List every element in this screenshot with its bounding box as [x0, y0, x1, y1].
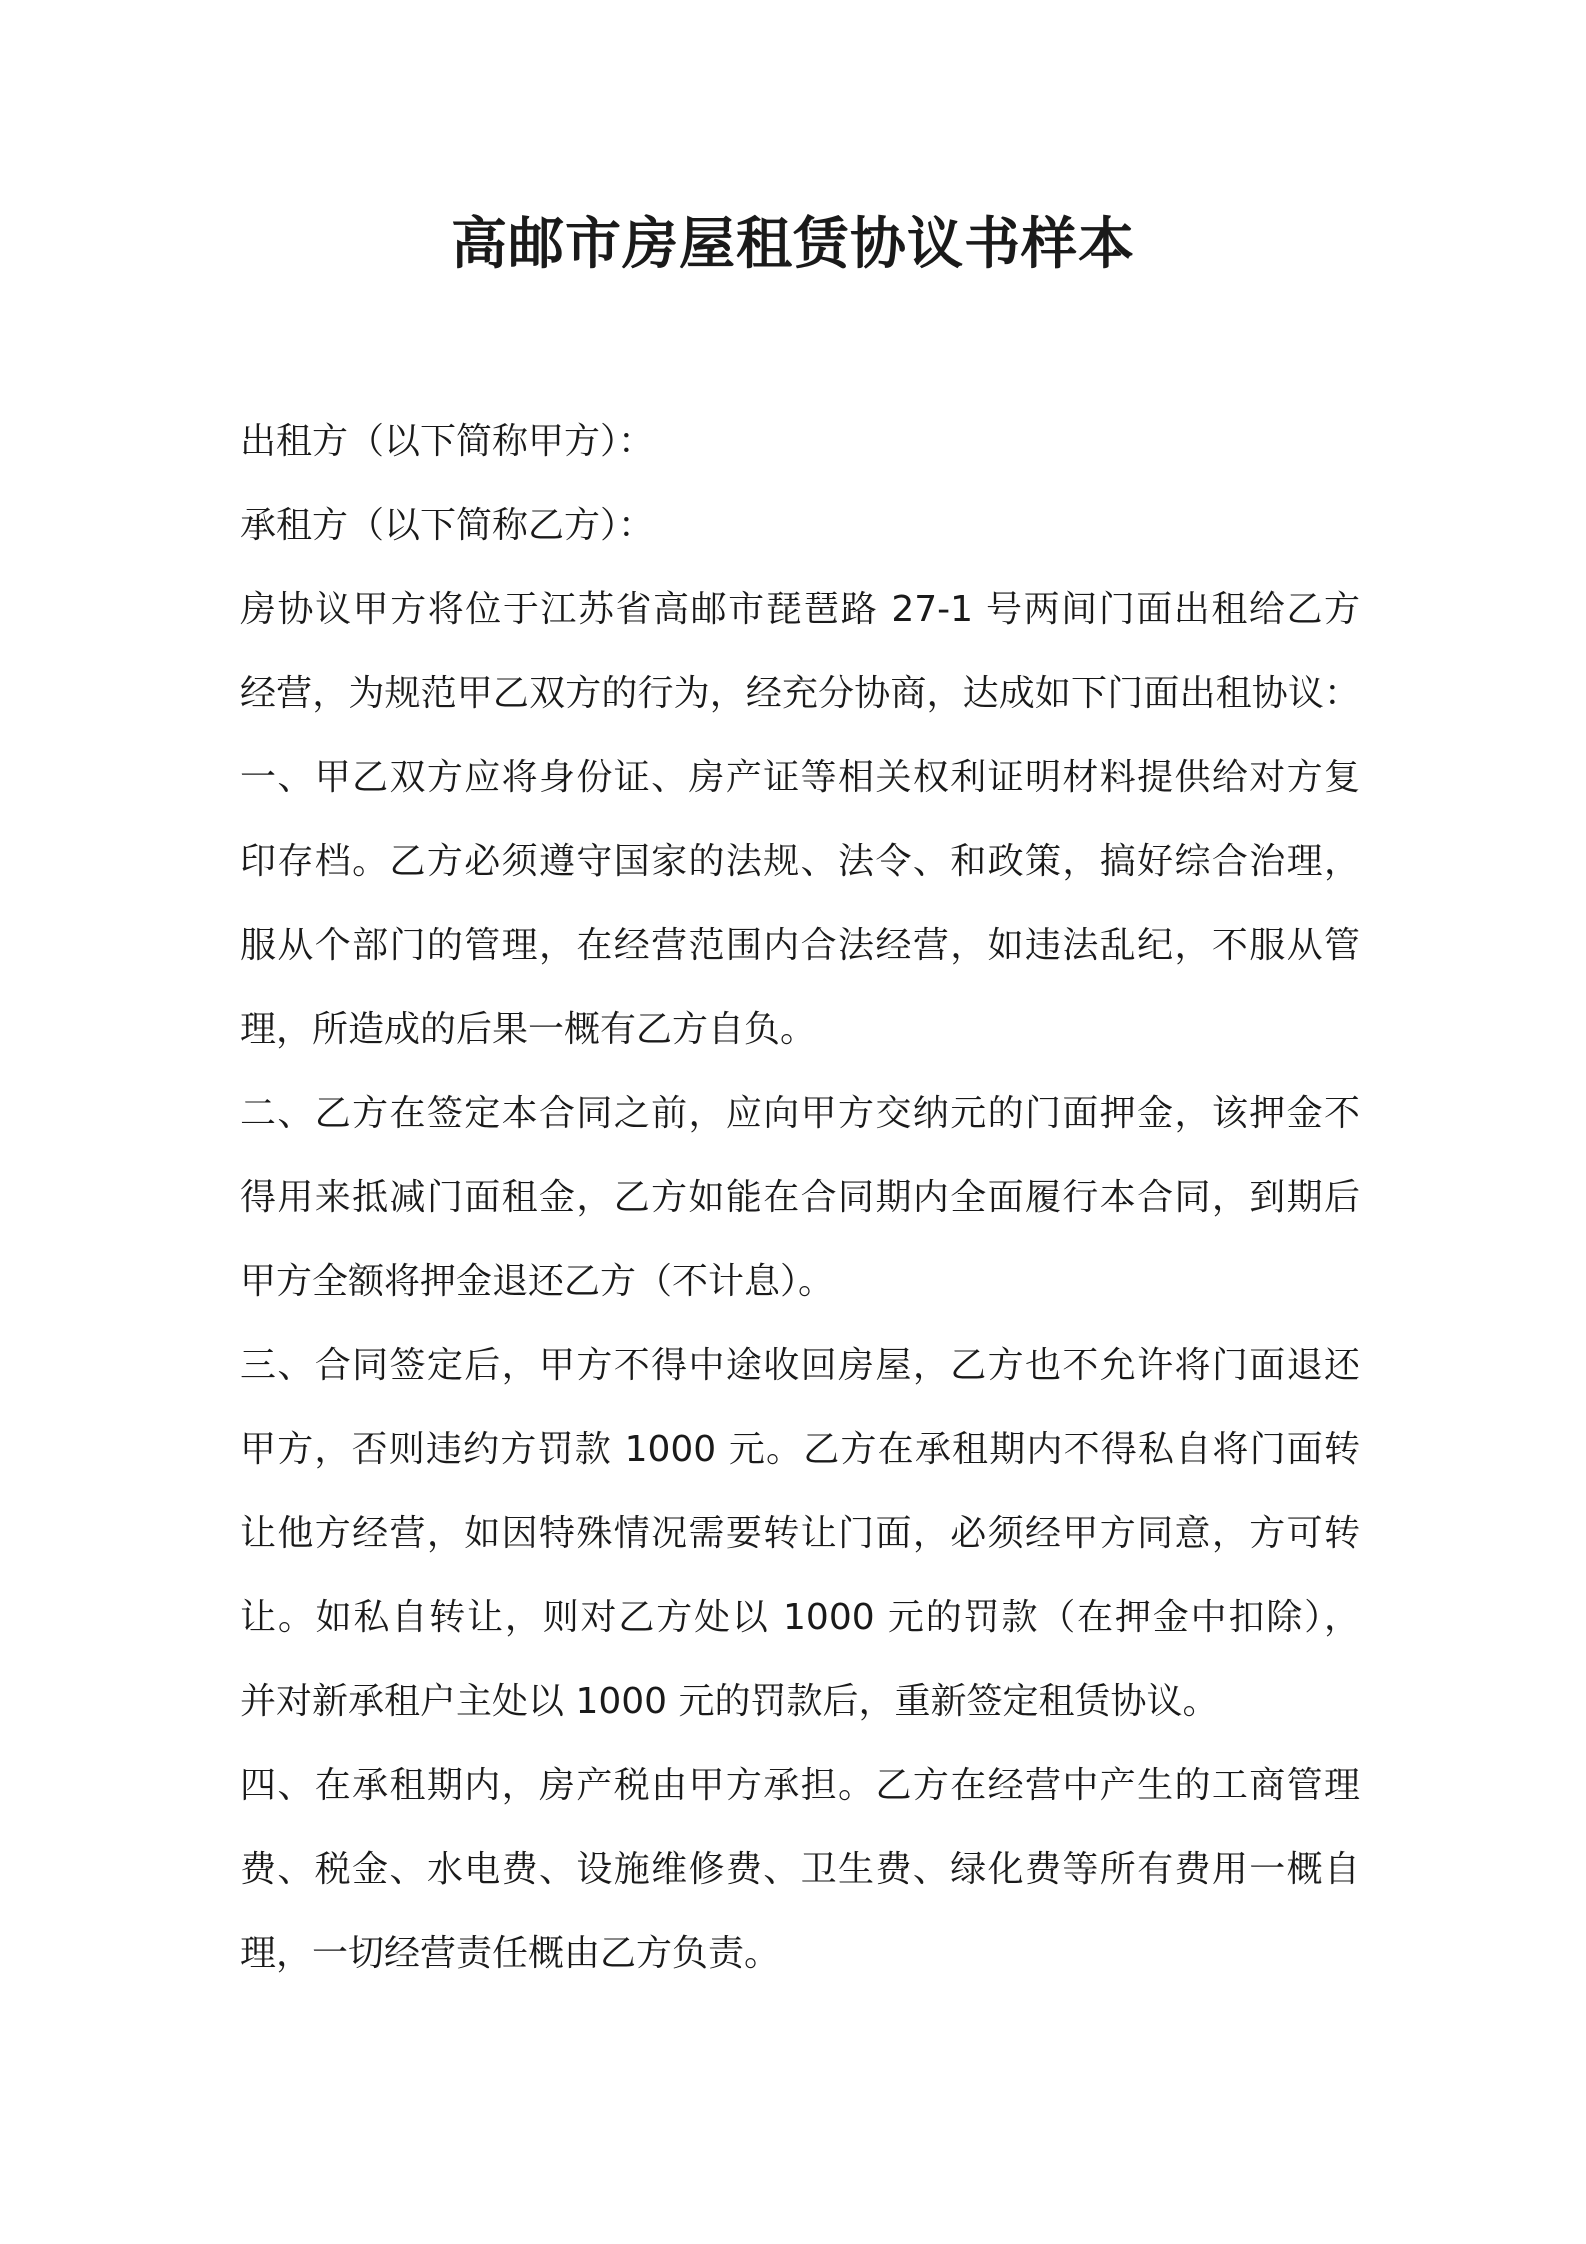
document-line: 理，一切经营责任概由乙方负责。: [240, 1933, 781, 1974]
document-line: 出租方（以下简称甲方）：: [240, 421, 655, 462]
document-line: 服从个部门的管理，在经营范围内合法经营，如违法乱纪，不服从管: [240, 925, 1360, 966]
document-line: 经营，为规范甲乙双方的行为，经充分协商，达成如下门面出租协议：: [240, 673, 1360, 714]
document-line: 承租方（以下简称乙方）：: [240, 505, 655, 546]
document-line: 甲方全额将押金退还乙方（不计息）。: [240, 1261, 835, 1302]
document-line: 甲方，否则违约方罚款 1000 元。乙方在承租期内不得私自将门面转: [240, 1429, 1360, 1470]
document-line: 房协议甲方将位于江苏省高邮市琵琶路 27-1 号两间门面出租给乙方: [240, 589, 1360, 630]
document-line: 理，所造成的后果一概有乙方自负。: [240, 1009, 817, 1050]
document-line: 三、合同签定后，甲方不得中途收回房屋，乙方也不允许将门面退还: [240, 1345, 1360, 1386]
document-line: 二、乙方在签定本合同之前，应向甲方交纳元的门面押金，该押金不: [240, 1093, 1360, 1134]
document-body: [240, 400, 1360, 1996]
document-line: 得用来抵减门面租金，乙方如能在合同期内全面履行本合同，到期后: [240, 1177, 1360, 1218]
document-title: 高邮市房屋租赁协议书样本: [451, 212, 1135, 277]
document-line: 让他方经营，如因特殊情况需要转让门面，必须经甲方同意，方可转: [240, 1513, 1360, 1554]
document-line: 让。如私自转让，则对乙方处以 1000 元的罚款（在押金中扣除），: [240, 1597, 1360, 1638]
document-line: 四、在承租期内，房产税由甲方承担。乙方在经营中产生的工商管理: [240, 1765, 1360, 1806]
document-line: 印存档。乙方必须遵守国家的法规、法令、和政策，搞好综合治理，: [240, 841, 1360, 882]
document-line: 一、甲乙双方应将身份证、房产证等相关权利证明材料提供给对方复: [240, 757, 1360, 798]
document-line: 并对新承租户主处以 1000 元的罚款后，重新签定租赁协议。: [240, 1681, 1219, 1722]
document-line: 费、税金、水电费、设施维修费、卫生费、绿化费等所有费用一概自: [240, 1849, 1360, 1890]
